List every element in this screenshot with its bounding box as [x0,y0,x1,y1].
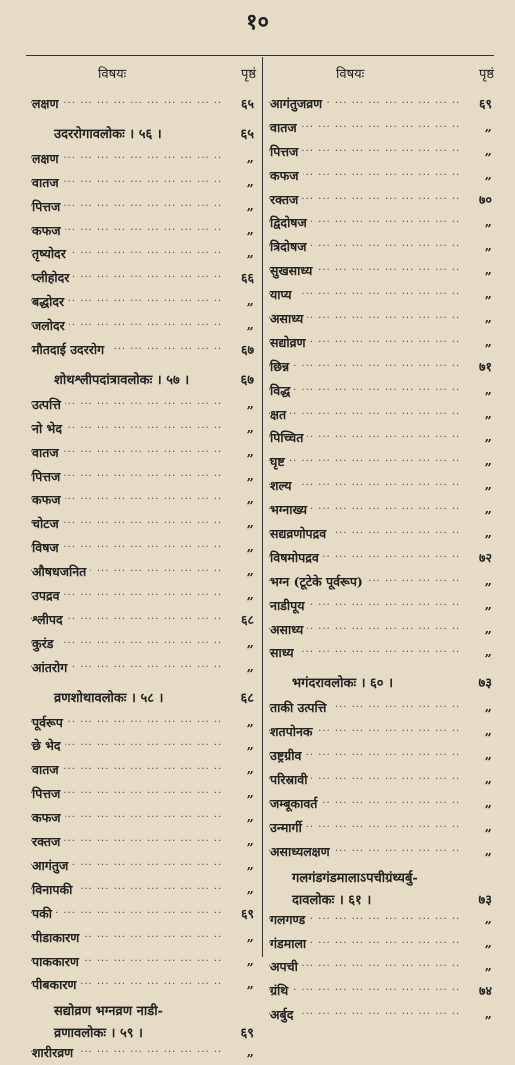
right-column-header [268,58,494,92]
entry-page: „ [484,934,492,950]
index-entry [268,522,494,546]
entry-page: ६६ [240,270,254,286]
entry-label: सुखसाध्य [270,262,316,279]
entry-page: „ [484,958,492,974]
entry-label: वातज [32,761,63,778]
index-entry [30,1041,256,1065]
section-page: ६८ [240,690,254,706]
entry-label: कफज [32,491,65,508]
entry-label: पित्तज [32,785,64,802]
entry-page: „ [246,515,254,531]
index-entry [30,632,256,656]
index-entry [30,393,256,417]
entry-page: „ [484,794,492,810]
page-heading: पृष्ठं [478,67,494,82]
index-entry [268,570,494,594]
entry-label: शतपोनक [270,723,317,740]
section-heading [268,665,494,696]
index-entry [30,656,256,680]
index-entry [30,441,256,465]
entry-label: अर्बुद [270,1006,297,1023]
entry-page: „ [246,713,254,729]
entry-label: घृष्ट [270,453,289,470]
index-entry [268,696,494,720]
index-entry [268,355,494,379]
leader-dots [30,635,222,646]
entry-page: „ [484,842,492,858]
index-entry [268,188,494,212]
entry-page: „ [246,491,254,507]
index-entry [30,219,256,243]
entry-label: ताकी उत्पत्ति [270,699,330,716]
index-entry [268,816,494,840]
entry-label: विषज [32,539,63,556]
index-entry [268,259,494,283]
entry-label: याप्य [270,286,296,303]
column-divider [262,57,263,957]
index-entry [268,979,494,1003]
entry-page: „ [246,197,254,213]
entry-page: „ [484,818,492,834]
index-entry [30,195,256,219]
entry-page: „ [246,293,254,309]
index-entry [30,465,256,489]
entry-page: „ [484,286,492,302]
entry-label: पित्तज [32,468,64,485]
index-entry [268,379,494,403]
index-entry [268,618,494,642]
index-entry [268,594,494,618]
index-entry [30,608,256,632]
entry-label: विद्ध [270,382,294,399]
entry-label: गलगण्ड [270,911,309,928]
index-entry [30,512,256,536]
index-entry [268,450,494,474]
entry-page: ६७ [240,342,254,358]
entry-label: वातज [32,444,63,461]
entry-label: बद्धोदर [32,293,68,310]
entry-page: „ [484,453,492,469]
section-heading [268,886,494,908]
entry-page: „ [246,245,254,261]
index-entry [30,758,256,782]
entry-page: ७१ [478,358,492,374]
entry-page: „ [484,310,492,326]
index-entry [30,854,256,878]
entry-label: उपद्रव [32,587,64,604]
section-title: दावलोकः । ६१ । [292,892,372,908]
entry-label: पिच्चित [270,429,307,446]
entry-label: क्षत [270,406,290,423]
entry-label: पीबकारण [32,976,80,993]
index-entry [268,1003,494,1027]
section-heading [268,864,494,886]
entry-page: „ [246,221,254,237]
section-title: उदररोगावलोकः । ५६ । [54,126,162,142]
entry-label: असाध्यलक्षण [270,843,334,860]
leader-dots [268,982,460,993]
index-entry [30,711,256,735]
section-page: ६७ [240,372,254,388]
entry-page: „ [484,525,492,541]
section-title: सद्योव्रण भग्नव्रण नाडी- [54,1004,163,1020]
top-rule [26,55,494,56]
entry-page: „ [484,747,492,763]
entry-page: „ [484,142,492,158]
entry-page: „ [484,572,492,588]
entry-page: „ [246,443,254,459]
index-entry [30,290,256,314]
index-entry [268,546,494,570]
index-entry [268,92,494,116]
entry-page: „ [484,477,492,493]
index-entry [268,720,494,744]
left-column-header [30,58,256,92]
section-heading [30,362,256,393]
section-page: ६५ [240,126,254,142]
entry-page: „ [484,429,492,445]
index-entry [268,283,494,307]
section-page: ७३ [478,892,492,908]
entry-page: „ [246,563,254,579]
index-entry [30,584,256,608]
entry-page: „ [484,771,492,787]
index-entry [268,498,494,522]
entry-page: „ [484,699,492,715]
entry-page: „ [484,723,492,739]
section-heading [30,1019,256,1041]
section-heading [30,997,256,1019]
entry-label: असाध्य [270,621,307,638]
leader-dots [268,453,460,464]
index-entry [30,314,256,338]
entry-label: रक्तज [270,191,302,208]
entry-page: „ [484,381,492,397]
page-number: १० [246,9,269,35]
entry-label: वातज [270,119,301,136]
entry-label: द्विदोषज [270,214,311,231]
entry-page: ६८ [240,611,254,627]
entry-page: „ [246,587,254,603]
subject-heading: विषयः [98,67,127,82]
index-entry [30,242,256,266]
right-column [268,58,494,1027]
entry-page: „ [484,262,492,278]
subject-heading: विषयः [336,67,365,82]
entry-label: उत्पत्ति [32,396,65,413]
entry-page: „ [246,737,254,753]
entry-label: आगंतुज [32,857,72,874]
entry-label: कुरंड [32,635,57,652]
entry-page: „ [246,395,254,411]
leader-dots [30,905,222,916]
index-entry [30,950,256,974]
entry-label: भग्न (टूटेके पूर्वरूप) [270,573,367,590]
index-entry [30,973,256,997]
index-entry [30,488,256,512]
index-entry [268,116,494,140]
entry-label: सद्योव्रण [270,334,310,351]
entry-label: उष्ट्रग्रीव [270,747,305,764]
entry-label: रक्तज [32,833,64,850]
entry-label: भग्नाख्य [270,501,311,518]
index-entry [268,140,494,164]
index-entry [30,536,256,560]
entry-label: नाडीपूय [270,597,308,614]
entry-label: अपची [270,958,302,975]
entry-page: „ [246,928,254,944]
index-entry [268,474,494,498]
index-entry [30,338,256,362]
entry-page: „ [246,317,254,333]
index-entry [30,734,256,758]
entry-label: कफज [270,167,303,184]
entry-page: „ [484,501,492,517]
index-entry [30,417,256,441]
section-title: शोथश्लीपदांत्रावलोकः । ५७ । [54,372,190,388]
index-entry [30,902,256,926]
entry-label: असाध्य [270,310,307,327]
entry-page: ७४ [478,983,492,999]
entry-label: पित्तज [32,198,64,215]
entry-label: आंतरोग [32,659,71,676]
section-title: भगंदरावलोकः । ६० । [292,676,394,692]
entry-page: „ [246,173,254,189]
index-entry [30,92,256,116]
entry-label: विनापकी [32,881,76,898]
index-entry [268,164,494,188]
entry-page: „ [246,467,254,483]
index-entry [268,768,494,792]
index-entry [268,331,494,355]
entry-label: कफज [32,809,65,826]
entry-label: पूर्वरूप [32,714,67,731]
leader-dots [268,286,460,297]
entry-page: ६९ [240,905,254,921]
entry-label: लक्षण [32,95,62,112]
index-entry [268,641,494,665]
entry-page: „ [246,539,254,555]
entry-page: „ [484,620,492,636]
page-heading: पृष्ठं [240,67,256,82]
leader-dots [268,358,460,369]
entry-label: गंडमाला [270,935,310,952]
index-entry [30,878,256,902]
entry-page: „ [246,419,254,435]
entry-page: „ [484,333,492,349]
section-title: गलगंडगंडमालाऽपचीग्रंथ्यर्बु- [292,870,418,886]
entry-label: पीडाकारण [32,929,83,946]
index-entry [268,211,494,235]
entry-label: श्लीपद [32,611,67,628]
entry-page: „ [246,761,254,777]
entry-page: „ [484,405,492,421]
index-entry [30,782,256,806]
left-column [30,58,256,1065]
entry-label: शारीरव्रण [32,1044,77,1061]
entry-page: „ [484,644,492,660]
entry-page: „ [484,166,492,182]
leader-dots [268,406,460,417]
entry-page: „ [246,833,254,849]
index-entry [268,840,494,864]
entry-page: „ [484,238,492,254]
entry-label: सद्यव्रणोपद्रव [270,525,330,542]
entry-page: „ [246,976,254,992]
entry-page: „ [246,149,254,165]
index-entry [268,955,494,979]
section-page: ७३ [478,676,492,692]
entry-page: „ [246,880,254,896]
index-entry [30,806,256,830]
index-entry [268,744,494,768]
leader-dots [268,382,460,393]
entry-label: छे भेद [32,737,65,754]
entry-label: नो भेद [32,420,66,437]
entry-label: जलोदर [32,317,69,334]
entry-label: शल्य [270,477,295,494]
entry-label: पाककारण [32,953,83,970]
entry-page: „ [246,658,254,674]
index-entry [268,426,494,450]
index-entry [268,403,494,427]
entry-page: „ [246,785,254,801]
index-entry [268,307,494,331]
entry-page: ७२ [478,549,492,565]
entry-label: लक्षण [32,150,62,167]
index-entry [30,926,256,950]
index-entry [268,932,494,956]
entry-label: जम्बूकावर्त [270,795,321,812]
entry-label: आगंतुजव्रण [270,95,326,112]
index-entry [30,171,256,195]
index-entry [30,830,256,854]
entry-label: छिन्न [270,358,293,375]
section-title: व्रणशोथावलोकः । ५८ । [54,690,164,706]
entry-page: „ [246,952,254,968]
entry-page: „ [484,1006,492,1022]
index-entry [268,792,494,816]
entry-label: पकी [32,905,56,922]
entry-label: तृष्योदर [32,245,70,262]
entry-label: विषमोपद्रव [270,549,323,566]
entry-page: „ [484,596,492,612]
entry-page: „ [246,856,254,872]
entry-label: औषधजनित [32,563,90,580]
entry-label: त्रिदोषज [270,238,311,255]
entry-page: „ [246,809,254,825]
entry-page: ७० [478,191,492,207]
index-entry [30,560,256,584]
entry-label: चोटज [32,515,63,532]
entry-page: ६९ [478,96,492,111]
section-title: व्रणावलोकः । ५९ । [54,1026,143,1042]
entry-page: „ [484,118,492,134]
section-heading [30,680,256,711]
entry-page: „ [484,910,492,926]
entry-label: साध्य [270,644,298,661]
leader-dots [268,477,460,488]
index-entry [30,266,256,290]
index-entry [268,235,494,259]
entry-page: „ [246,1044,254,1060]
entry-label: पित्तज [270,143,302,160]
entry-page: ६५ [240,96,254,111]
entry-label: कफज [32,222,65,239]
entry-label: उन्मार्गी [270,819,306,836]
index-entry [30,147,256,171]
entry-label: मौतदाई उदररोग [32,341,108,358]
entry-label: ग्रंथि [270,982,292,999]
section-heading [30,116,256,147]
entry-label: प्लीहोदर [32,269,73,286]
entry-page: „ [246,634,254,650]
entry-page: „ [484,214,492,230]
entry-label: वातज [32,174,63,191]
section-page: ६९ [240,1026,254,1042]
entry-label: परिस्रावी [270,771,311,788]
index-entry [268,908,494,932]
